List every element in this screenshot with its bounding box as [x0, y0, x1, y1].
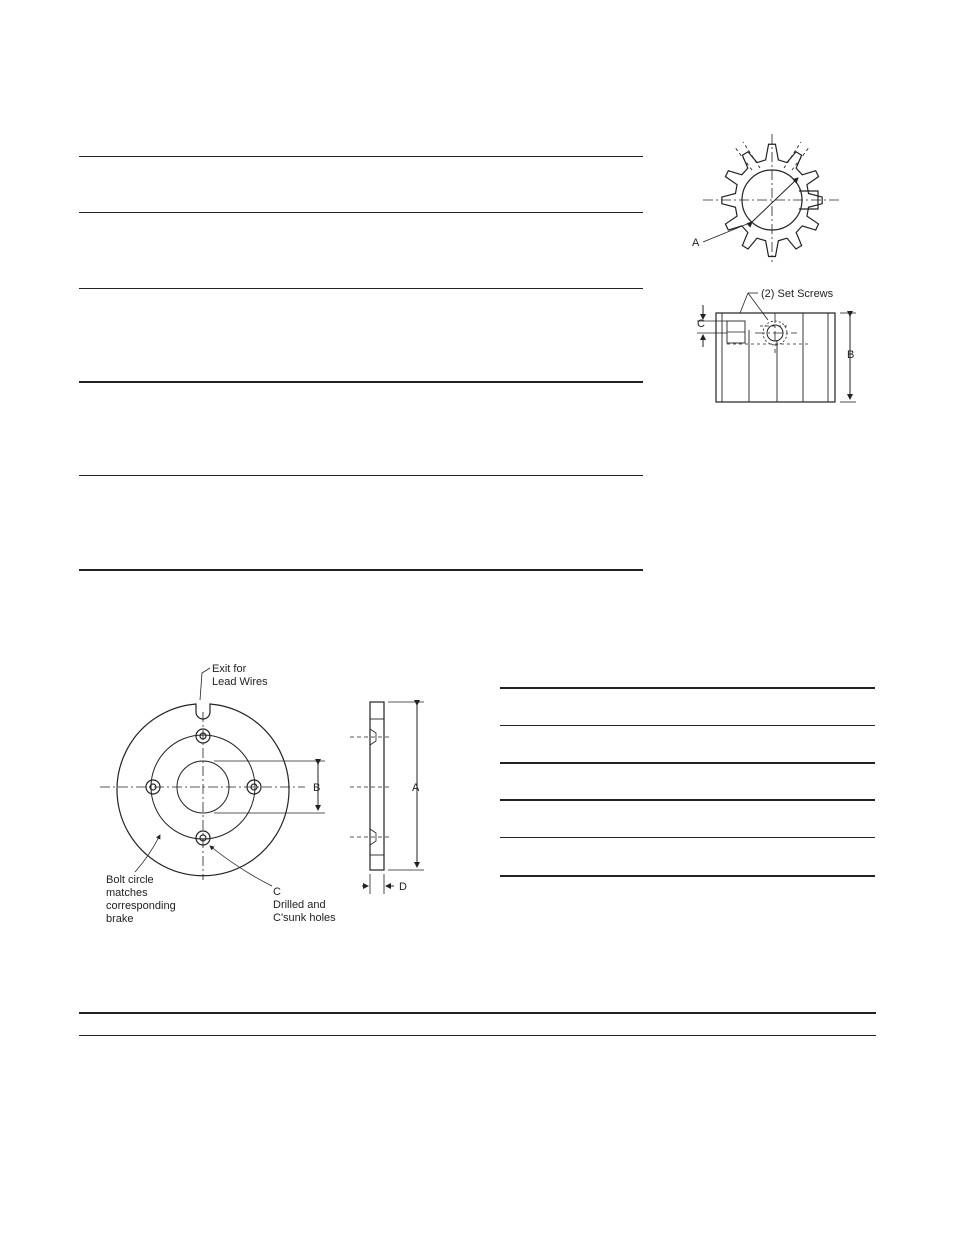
- plate-side-view: [350, 702, 424, 894]
- plate-dim-b: B: [313, 782, 321, 794]
- plate-holes-line2: C'sunk holes: [273, 912, 336, 924]
- plate-exit-line2: Lead Wires: [212, 676, 268, 688]
- hub-front-view: [703, 134, 842, 262]
- plate-bolt-line4: brake: [106, 913, 134, 925]
- plate-front-view: [100, 668, 325, 886]
- hub-set-screws-label: (2) Set Screws: [761, 288, 834, 300]
- plate-dim-d: D: [399, 881, 407, 893]
- set-screw-leader: [740, 293, 748, 313]
- plate-exit-line1: Exit for: [212, 663, 247, 675]
- hub-dim-a: A: [692, 237, 700, 249]
- bolt-leader: [135, 835, 160, 872]
- hub-side-view: [697, 293, 856, 402]
- hub-dim-b: B: [847, 349, 855, 361]
- plate-bolt-line3: corresponding: [106, 900, 176, 912]
- plate-dim-c: C: [273, 886, 281, 898]
- plate-dim-a: A: [412, 782, 420, 794]
- plate-edge: [370, 702, 384, 870]
- plate-bolt-line2: matches: [106, 887, 148, 899]
- hub-body: [716, 313, 835, 402]
- exit-leader: [200, 668, 210, 700]
- hub-dim-c: C: [697, 318, 705, 330]
- plate-bolt-line1: Bolt circle: [106, 874, 154, 886]
- plate-holes-line1: Drilled and: [273, 899, 326, 911]
